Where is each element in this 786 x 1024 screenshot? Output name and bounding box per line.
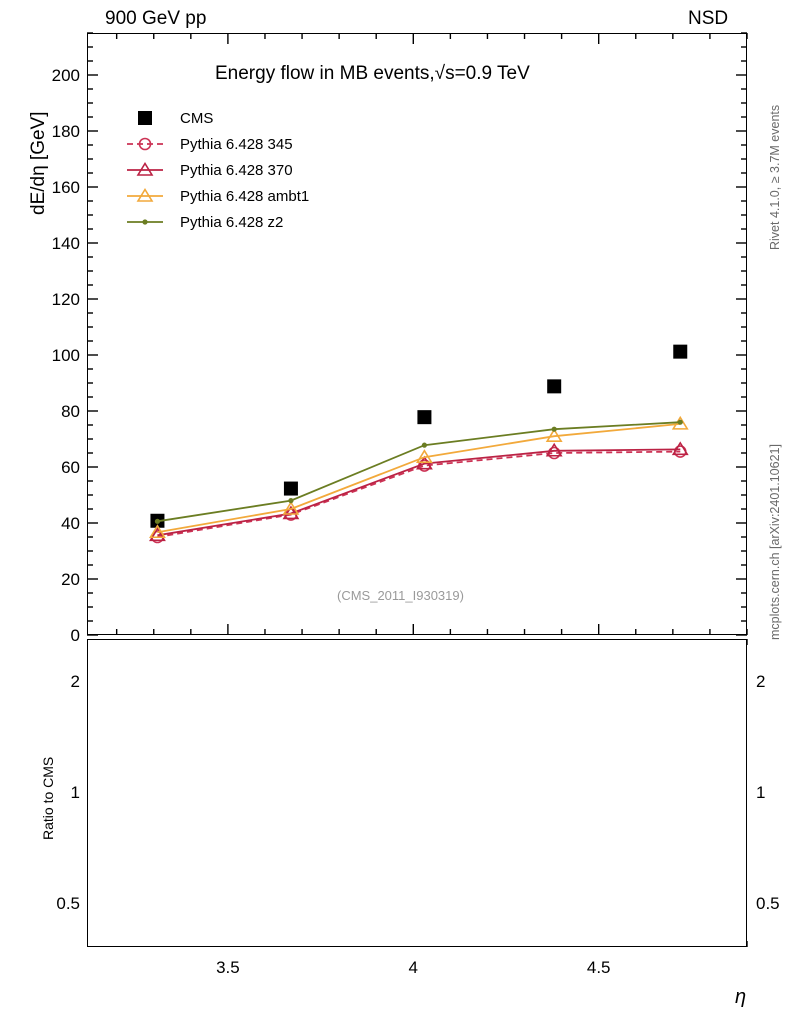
main-y-tick-label: 80 xyxy=(61,402,80,421)
main-y-tick-label: 100 xyxy=(51,346,80,365)
analysis-id-watermark: (CMS_2011_I930319) xyxy=(337,588,464,603)
header-right-label: NSD xyxy=(688,8,729,29)
x-axis-title: η xyxy=(735,986,747,1008)
ratio-y-tick-label: 1 xyxy=(70,783,80,803)
ratio-y-tick-label: 2 xyxy=(70,672,80,692)
main-y-tick-label: 20 xyxy=(61,570,80,589)
x-tick-label: 4 xyxy=(408,958,419,977)
chart-title: Energy flow in MB events,√s=0.9 TeV xyxy=(215,63,530,84)
main-y-tick-label: 180 xyxy=(51,122,80,141)
ratio-y-axis-title: Ratio to CMS xyxy=(40,756,56,840)
y-axis-title: dE/dη [GeV] xyxy=(28,111,49,215)
legend-label: Pythia 6.428 370 xyxy=(180,162,293,179)
ratio-y-tick-label-right: 1 xyxy=(756,783,766,803)
x-tick-label: 3.5 xyxy=(216,958,240,977)
x-tick-label: 4.5 xyxy=(586,958,611,977)
header-left-label: 900 GeV pp xyxy=(105,8,207,29)
main-y-tick-label: 200 xyxy=(51,66,80,85)
legend-label: Pythia 6.428 ambt1 xyxy=(180,188,310,205)
mcplots-source-label: mcplots.cern.ch [arXiv:2401.10621] xyxy=(768,444,782,640)
ratio-plot-panel xyxy=(87,639,747,947)
rivet-version-label: Rivet 4.1.0, ≥ 3.7M events xyxy=(768,104,782,250)
main-y-tick-label: 0 xyxy=(70,626,80,645)
legend-label: CMS xyxy=(180,110,214,127)
main-y-tick-label: 160 xyxy=(51,178,80,197)
series-line-main xyxy=(157,422,680,521)
ratio-y-tick-label: 0.5 xyxy=(56,894,80,914)
series-line-main xyxy=(157,424,680,532)
ratio-y-tick-label-right: 0.5 xyxy=(756,894,780,914)
main-y-tick-label: 140 xyxy=(51,234,80,253)
main-y-tick-label: 120 xyxy=(51,290,80,309)
legend-label: Pythia 6.428 z2 xyxy=(180,214,284,231)
legend-label: Pythia 6.428 345 xyxy=(180,136,293,153)
main-y-tick-label: 40 xyxy=(61,514,80,533)
ratio-y-tick-label-right: 2 xyxy=(756,672,766,692)
main-y-tick-label: 60 xyxy=(61,458,80,477)
